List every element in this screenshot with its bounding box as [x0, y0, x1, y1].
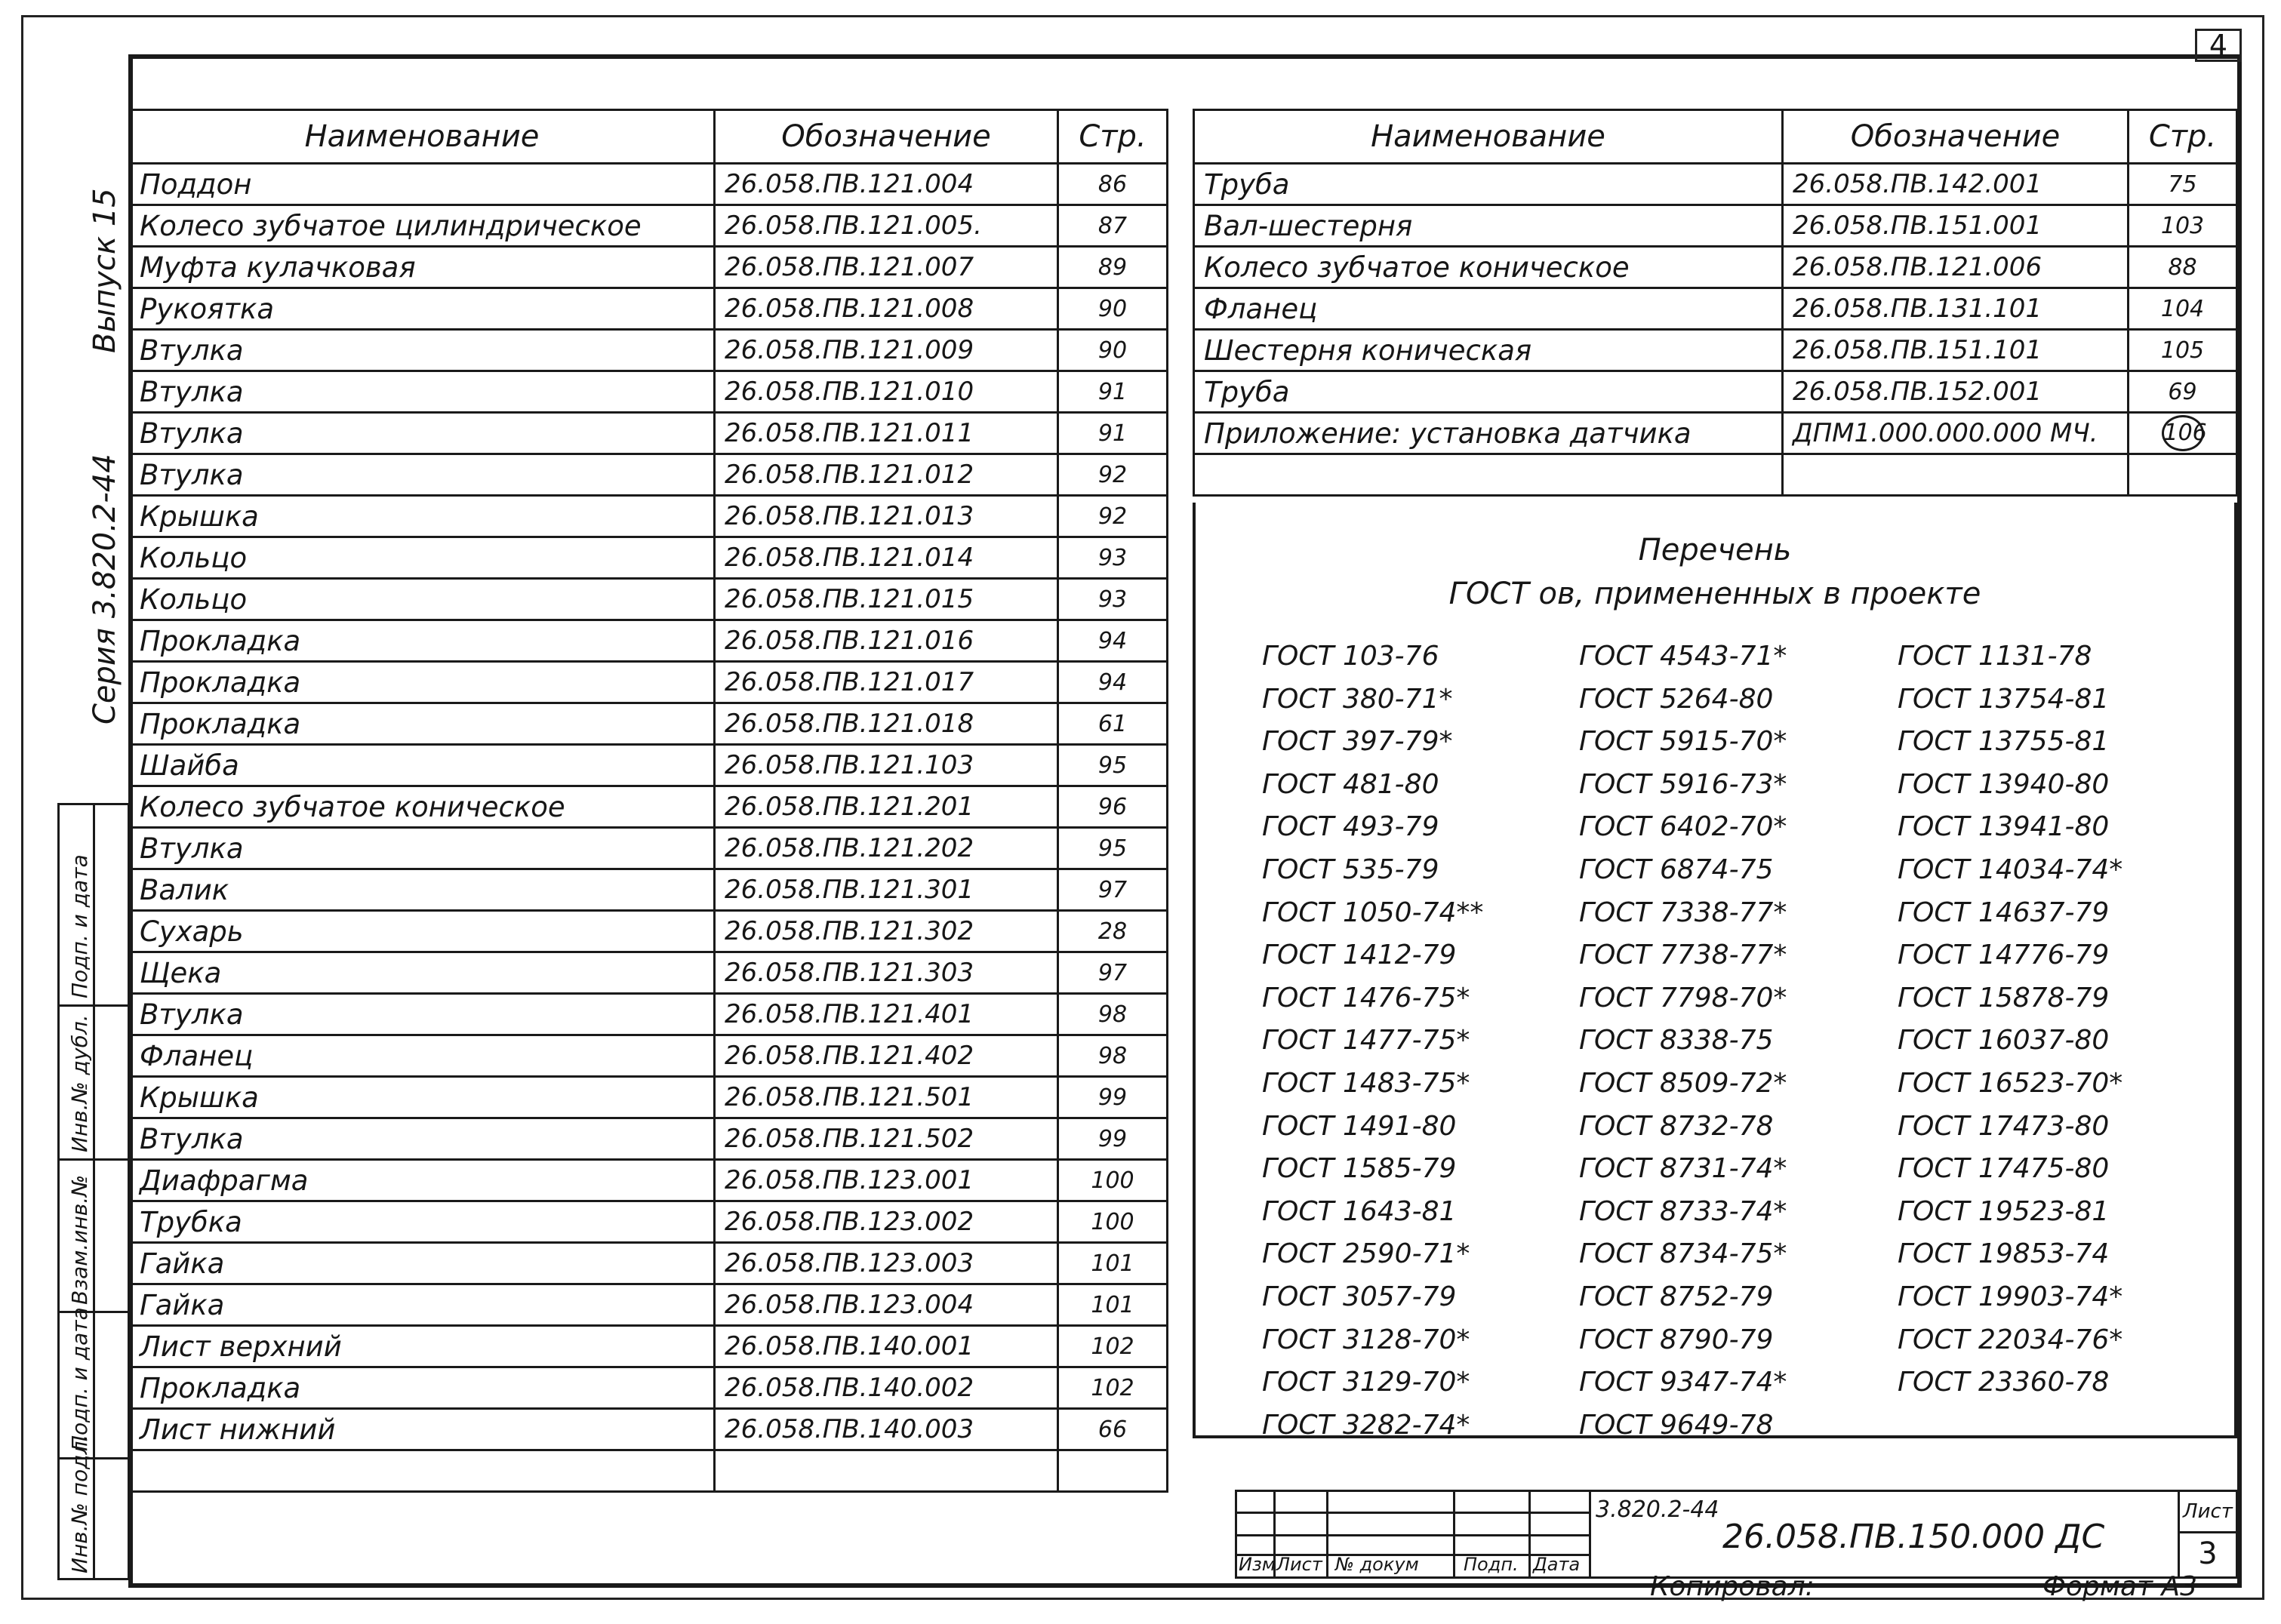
grid-line: [1237, 1534, 1589, 1536]
item-page: 87: [1058, 205, 1168, 247]
gost-item: ГОСТ 13755-81: [1898, 726, 2110, 758]
item-page: 101: [1058, 1284, 1168, 1326]
item-designation: 26.058.ПВ.123.004: [715, 1284, 1058, 1326]
table-row: [130, 828, 1168, 869]
item-page: [2129, 454, 2237, 496]
gost-list-subtitle: ГОСТ ов, примененных в проекте: [1448, 577, 1981, 611]
item-page: 94: [1058, 620, 1168, 662]
stamp-label-orig-inv: Инв.№ подл.: [67, 1434, 92, 1573]
item-name: Колесо зубчатое цилиндрическое: [130, 205, 715, 247]
item-designation: 26.058.ПВ.121.401: [715, 994, 1058, 1035]
issue-label: Выпуск 15: [88, 188, 122, 353]
item-name: Втулка: [130, 1118, 715, 1160]
sheet-label: Лист: [2178, 1492, 2236, 1533]
item-page: 100: [1058, 1201, 1168, 1243]
gost-item: ГОСТ 1477-75*: [1262, 1025, 1470, 1057]
header-name: Наименование: [1194, 110, 1783, 164]
item-page: 66: [1058, 1409, 1168, 1450]
table-row: [130, 164, 1168, 205]
gost-item: ГОСТ 1476-75*: [1262, 982, 1470, 1013]
gost-item: ГОСТ 14034-74*: [1898, 854, 2123, 885]
gost-item: ГОСТ 3129-70*: [1262, 1367, 1470, 1398]
item-name: Рукоятка: [130, 288, 715, 330]
gost-item: ГОСТ 8509-72*: [1579, 1067, 1787, 1099]
item-designation: 26.058.ПВ.140.001: [715, 1326, 1058, 1367]
item-designation: [715, 1450, 1058, 1492]
item-designation: 26.058.ПВ.121.302: [715, 911, 1058, 952]
header-page: Стр.: [1058, 110, 1168, 164]
item-designation: 26.058.ПВ.121.010: [715, 371, 1058, 413]
table-row: [130, 1160, 1168, 1201]
gost-item: ГОСТ 22034-76*: [1898, 1324, 2123, 1355]
item-name: Прокладка: [130, 620, 715, 662]
gost-item: ГОСТ 14776-79: [1898, 940, 2110, 971]
table-row: [130, 537, 1168, 579]
item-designation: 26.058.ПВ.121.501: [715, 1077, 1058, 1118]
gost-item: ГОСТ 1412-79: [1262, 940, 1457, 971]
item-designation: 26.058.ПВ.131.101: [1783, 288, 2129, 330]
gost-item: ГОСТ 7338-77*: [1579, 897, 1787, 928]
item-page: 28: [1058, 911, 1168, 952]
item-page: 100: [1058, 1160, 1168, 1201]
item-designation: 26.058.ПВ.121.007: [715, 247, 1058, 288]
right-spec-table: [1193, 109, 2238, 497]
item-name: Колесо зубчатое коническое: [130, 786, 715, 828]
item-name: Втулка: [130, 454, 715, 496]
item-page: 90: [1058, 288, 1168, 330]
table-row: [130, 496, 1168, 537]
gost-item: ГОСТ 16037-80: [1898, 1025, 2110, 1057]
item-designation: 26.058.ПВ.121.301: [715, 869, 1058, 911]
table-row: [130, 911, 1168, 952]
series-code: 3.820.2-44: [1596, 1496, 1719, 1523]
gost-item: ГОСТ 481-80: [1262, 768, 1439, 800]
gost-item: ГОСТ 5916-73*: [1579, 768, 1787, 800]
item-designation: 26.058.ПВ.121.006: [1783, 247, 2129, 288]
item-page: 98: [1058, 1035, 1168, 1077]
gost-item: ГОСТ 397-79*: [1262, 726, 1453, 758]
title-block: [1235, 1490, 2236, 1574]
item-page: 86: [1058, 164, 1168, 205]
copied-by-label: Копировал:: [1650, 1571, 1815, 1602]
table-row: [1194, 454, 2237, 496]
item-name: Лист нижний: [130, 1409, 715, 1450]
item-name: Шестерня коническая: [1194, 330, 1783, 371]
item-page: 102: [1058, 1326, 1168, 1367]
item-name: Втулка: [130, 994, 715, 1035]
item-designation: 26.058.ПВ.151.001: [1783, 205, 2129, 247]
revision-grid: [1235, 1490, 1591, 1579]
table-row: [130, 869, 1168, 911]
gost-item: ГОСТ 6874-75: [1579, 854, 1774, 885]
item-page: 99: [1058, 1118, 1168, 1160]
item-name: [1194, 454, 1783, 496]
item-name: Втулка: [130, 371, 715, 413]
table-row: [130, 454, 1168, 496]
stamp-label-replace-inv: Взам.инв.№: [67, 1174, 92, 1305]
item-designation: 26.058.ПВ.121.018: [715, 703, 1058, 745]
item-name: Кольцо: [130, 537, 715, 579]
table-row: [130, 413, 1168, 454]
gost-item: ГОСТ 1131-78: [1898, 641, 2092, 672]
item-designation: 26.058.ПВ.121.005.: [715, 205, 1058, 247]
grid-line: [1453, 1492, 1455, 1576]
item-name: Поддон: [130, 164, 715, 205]
table-header-row: [130, 110, 1168, 164]
item-name: Шайба: [130, 745, 715, 786]
item-designation: 26.058.ПВ.121.014: [715, 537, 1058, 579]
table-row: [130, 1243, 1168, 1284]
table-header-row: [1194, 110, 2237, 164]
table-row: [1194, 247, 2237, 288]
item-designation: 26.058.ПВ.121.013: [715, 496, 1058, 537]
sheet-number: 3: [2178, 1531, 2236, 1576]
title-main: [1587, 1490, 2238, 1579]
item-name: [130, 1450, 715, 1492]
table-row: [130, 620, 1168, 662]
table-row: [130, 371, 1168, 413]
item-name: Щека: [130, 952, 715, 994]
item-page: 94: [1058, 662, 1168, 703]
item-page: 105: [2129, 330, 2237, 371]
header-page: Стр.: [2129, 110, 2237, 164]
item-name: Втулка: [130, 828, 715, 869]
item-designation: 26.058.ПВ.121.004: [715, 164, 1058, 205]
gost-item: ГОСТ 1483-75*: [1262, 1067, 1470, 1099]
table-row: [130, 786, 1168, 828]
item-page: 96: [1058, 786, 1168, 828]
grid-line: [1326, 1492, 1328, 1576]
item-name: Диафрагма: [130, 1160, 715, 1201]
item-page: 69: [2129, 371, 2237, 413]
item-name: Фланец: [130, 1035, 715, 1077]
col-label-date: Дата: [1533, 1554, 1581, 1575]
gost-item: ГОСТ 1585-79: [1262, 1153, 1457, 1185]
gost-item: ГОСТ 9347-74*: [1579, 1367, 1787, 1398]
gost-item: ГОСТ 8734-75*: [1579, 1238, 1787, 1270]
item-name: Приложение: установка датчика: [1194, 413, 1783, 454]
item-designation: 26.058.ПВ.123.003: [715, 1243, 1058, 1284]
gost-item: ГОСТ 7738-77*: [1579, 940, 1787, 971]
item-name: Сухарь: [130, 911, 715, 952]
item-designation: 26.058.ПВ.121.017: [715, 662, 1058, 703]
item-page: 90: [1058, 330, 1168, 371]
item-designation: [1783, 454, 2129, 496]
item-name: Прокладка: [130, 662, 715, 703]
item-designation: ДПМ1.000.000.000 МЧ.: [1783, 413, 2129, 454]
item-name: Фланец: [1194, 288, 1783, 330]
circled-page-number: 106: [2162, 415, 2204, 451]
gost-item: ГОСТ 8732-78: [1579, 1110, 1774, 1142]
item-name: Прокладка: [130, 703, 715, 745]
item-name: Кольцо: [130, 579, 715, 620]
item-page: 93: [1058, 537, 1168, 579]
gost-item: ГОСТ 8733-74*: [1579, 1195, 1787, 1227]
header-name: Наименование: [130, 110, 715, 164]
gost-column-3: [1898, 635, 2122, 1404]
item-name: Гайка: [130, 1243, 715, 1284]
col-label-change: Изм: [1239, 1554, 1276, 1575]
item-designation: 26.058.ПВ.121.015: [715, 579, 1058, 620]
gost-item: ГОСТ 1643-81: [1262, 1195, 1457, 1227]
item-designation: 26.058.ПВ.121.201: [715, 786, 1058, 828]
strip-divider: [93, 805, 95, 1578]
item-designation: 26.058.ПВ.123.002: [715, 1201, 1058, 1243]
gost-item: ГОСТ 8790-79: [1579, 1324, 1774, 1355]
item-name: Труба: [1194, 164, 1783, 205]
col-label-sheet: Лист: [1276, 1554, 1322, 1575]
item-designation: 26.058.ПВ.121.009: [715, 330, 1058, 371]
item-designation: 26.058.ПВ.151.101: [1783, 330, 2129, 371]
gost-column-1: [1262, 635, 1483, 1447]
table-row: [1194, 288, 2237, 330]
table-row: [130, 1201, 1168, 1243]
item-designation: 26.058.ПВ.121.008: [715, 288, 1058, 330]
strip-divider: [60, 1004, 128, 1007]
gost-item: ГОСТ 1491-80: [1262, 1110, 1457, 1142]
table-row: [130, 579, 1168, 620]
item-name: Лист верхний: [130, 1326, 715, 1367]
table-row: [1194, 371, 2237, 413]
item-page: 102: [1058, 1367, 1168, 1409]
gost-item: ГОСТ 13940-80: [1898, 768, 2110, 800]
item-page: 89: [1058, 247, 1168, 288]
item-designation: 26.058.ПВ.121.011: [715, 413, 1058, 454]
gost-list-panel: [1193, 503, 2237, 1441]
header-designation: Обозначение: [715, 110, 1058, 164]
item-name: Муфта кулачковая: [130, 247, 715, 288]
item-name: Трубка: [130, 1201, 715, 1243]
gost-item: ГОСТ 19853-74: [1898, 1238, 2110, 1270]
gost-item: ГОСТ 14637-79: [1898, 897, 2110, 928]
item-name: Прокладка: [130, 1367, 715, 1409]
gost-item: ГОСТ 13941-80: [1898, 811, 2110, 843]
stamp-label-sign-date-2: Подп. и дата: [67, 1307, 92, 1451]
gost-item: ГОСТ 7798-70*: [1579, 982, 1787, 1013]
gost-item: ГОСТ 8752-79: [1579, 1281, 1774, 1312]
grid-line: [1237, 1512, 1589, 1514]
gost-item: ГОСТ 9649-78: [1579, 1409, 1774, 1441]
item-page: 97: [1058, 869, 1168, 911]
stamp-label-sign-date-1: Подп. и дата: [67, 854, 92, 998]
stamp-label-dup-inv: Инв.№ дубл.: [67, 1014, 92, 1152]
item-page: 91: [1058, 371, 1168, 413]
table-row: [130, 247, 1168, 288]
item-name: Крышка: [130, 1077, 715, 1118]
table-row: [130, 1367, 1168, 1409]
item-designation: 26.058.ПВ.121.012: [715, 454, 1058, 496]
table-row: [130, 1077, 1168, 1118]
item-page: 104: [2129, 288, 2237, 330]
gost-item: ГОСТ 3128-70*: [1262, 1324, 1470, 1355]
item-page: 101: [1058, 1243, 1168, 1284]
format-label: Формат А3: [2042, 1571, 2198, 1602]
item-page: 95: [1058, 745, 1168, 786]
gost-item: ГОСТ 4543-71*: [1579, 641, 1787, 672]
table-row: [130, 745, 1168, 786]
item-page: 61: [1058, 703, 1168, 745]
item-designation: 26.058.ПВ.121.402: [715, 1035, 1058, 1077]
col-label-sign: Подп.: [1464, 1554, 1519, 1575]
left-spec-table: [128, 109, 1168, 1493]
item-name: Валик: [130, 869, 715, 911]
item-designation: 26.058.ПВ.121.016: [715, 620, 1058, 662]
gost-item: ГОСТ 16523-70*: [1898, 1067, 2123, 1099]
table-row: [130, 662, 1168, 703]
item-page: 92: [1058, 496, 1168, 537]
item-page: 92: [1058, 454, 1168, 496]
table-row: [130, 994, 1168, 1035]
table-row: [130, 952, 1168, 994]
gost-item: ГОСТ 535-79: [1262, 854, 1439, 885]
gost-item: ГОСТ 3282-74*: [1262, 1409, 1470, 1441]
item-name: Крышка: [130, 496, 715, 537]
table-row: [130, 1450, 1168, 1492]
table-row: [130, 1118, 1168, 1160]
sheet-corner-number: 4: [2195, 29, 2242, 62]
item-designation: 26.058.ПВ.152.001: [1783, 371, 2129, 413]
item-name: Гайка: [130, 1284, 715, 1326]
gost-item: ГОСТ 5264-80: [1579, 683, 1774, 715]
table-row: [1194, 330, 2237, 371]
table-row: [130, 1284, 1168, 1326]
gost-item: ГОСТ 380-71*: [1262, 683, 1453, 715]
item-page: 88: [2129, 247, 2237, 288]
gost-item: ГОСТ 493-79: [1262, 811, 1439, 843]
gost-item: ГОСТ 8338-75: [1579, 1025, 1774, 1057]
item-designation: 26.058.ПВ.121.202: [715, 828, 1058, 869]
stamp-strip: [57, 803, 130, 1580]
item-designation: 26.058.ПВ.142.001: [1783, 164, 2129, 205]
item-page: [2129, 413, 2237, 454]
item-page: 91: [1058, 413, 1168, 454]
item-page: 103: [2129, 205, 2237, 247]
item-designation: 26.058.ПВ.121.502: [715, 1118, 1058, 1160]
item-page: [1058, 1450, 1168, 1492]
gost-item: ГОСТ 17475-80: [1898, 1153, 2110, 1185]
strip-divider: [60, 1158, 128, 1161]
document-number: 26.058.ПВ.150.000 ДС: [1722, 1518, 2105, 1556]
item-designation: 26.058.ПВ.123.001: [715, 1160, 1058, 1201]
series-label: Серия 3.820.2-44: [88, 454, 122, 724]
item-name: Колесо зубчатое коническое: [1194, 247, 1783, 288]
gost-item: ГОСТ 8731-74*: [1579, 1153, 1787, 1185]
table-row: [130, 1409, 1168, 1450]
col-label-doc: № докум: [1335, 1554, 1419, 1575]
gost-item: ГОСТ 103-76: [1262, 641, 1439, 672]
item-name: Вал-шестерня: [1194, 205, 1783, 247]
table-row: [1194, 164, 2237, 205]
item-page: 99: [1058, 1077, 1168, 1118]
item-page: 95: [1058, 828, 1168, 869]
gost-item: ГОСТ 15878-79: [1898, 982, 2110, 1013]
item-page: 97: [1058, 952, 1168, 994]
table-row: [1194, 413, 2237, 454]
gost-item: ГОСТ 13754-81: [1898, 683, 2110, 715]
item-designation: 26.058.ПВ.121.103: [715, 745, 1058, 786]
item-page: 93: [1058, 579, 1168, 620]
header-designation: Обозначение: [1783, 110, 2129, 164]
gost-item: ГОСТ 3057-79: [1262, 1281, 1457, 1312]
gost-column-2: [1579, 635, 1787, 1447]
table-row: [1194, 205, 2237, 247]
table-row: [130, 205, 1168, 247]
item-designation: 26.058.ПВ.121.303: [715, 952, 1058, 994]
item-designation: 26.058.ПВ.140.003: [715, 1409, 1058, 1450]
item-name: Труба: [1194, 371, 1783, 413]
table-row: [130, 703, 1168, 745]
table-row: [130, 1326, 1168, 1367]
gost-item: ГОСТ 19523-81: [1898, 1195, 2110, 1227]
gost-item: ГОСТ 5915-70*: [1579, 726, 1787, 758]
grid-line: [1528, 1492, 1531, 1576]
gost-item: ГОСТ 6402-70*: [1579, 811, 1787, 843]
gost-item: ГОСТ 2590-71*: [1262, 1238, 1470, 1270]
table-row: [130, 1035, 1168, 1077]
gost-item: ГОСТ 17473-80: [1898, 1110, 2110, 1142]
item-designation: 26.058.ПВ.140.002: [715, 1367, 1058, 1409]
item-name: Втулка: [130, 413, 715, 454]
table-row: [130, 330, 1168, 371]
gost-list-title: Перечень: [1638, 533, 1792, 567]
gost-item: ГОСТ 1050-74**: [1262, 897, 1484, 928]
item-page: 75: [2129, 164, 2237, 205]
item-page: 98: [1058, 994, 1168, 1035]
gost-item: ГОСТ 23360-78: [1898, 1367, 2110, 1398]
gost-item: ГОСТ 19903-74*: [1898, 1281, 2123, 1312]
item-name: Втулка: [130, 330, 715, 371]
table-row: [130, 288, 1168, 330]
